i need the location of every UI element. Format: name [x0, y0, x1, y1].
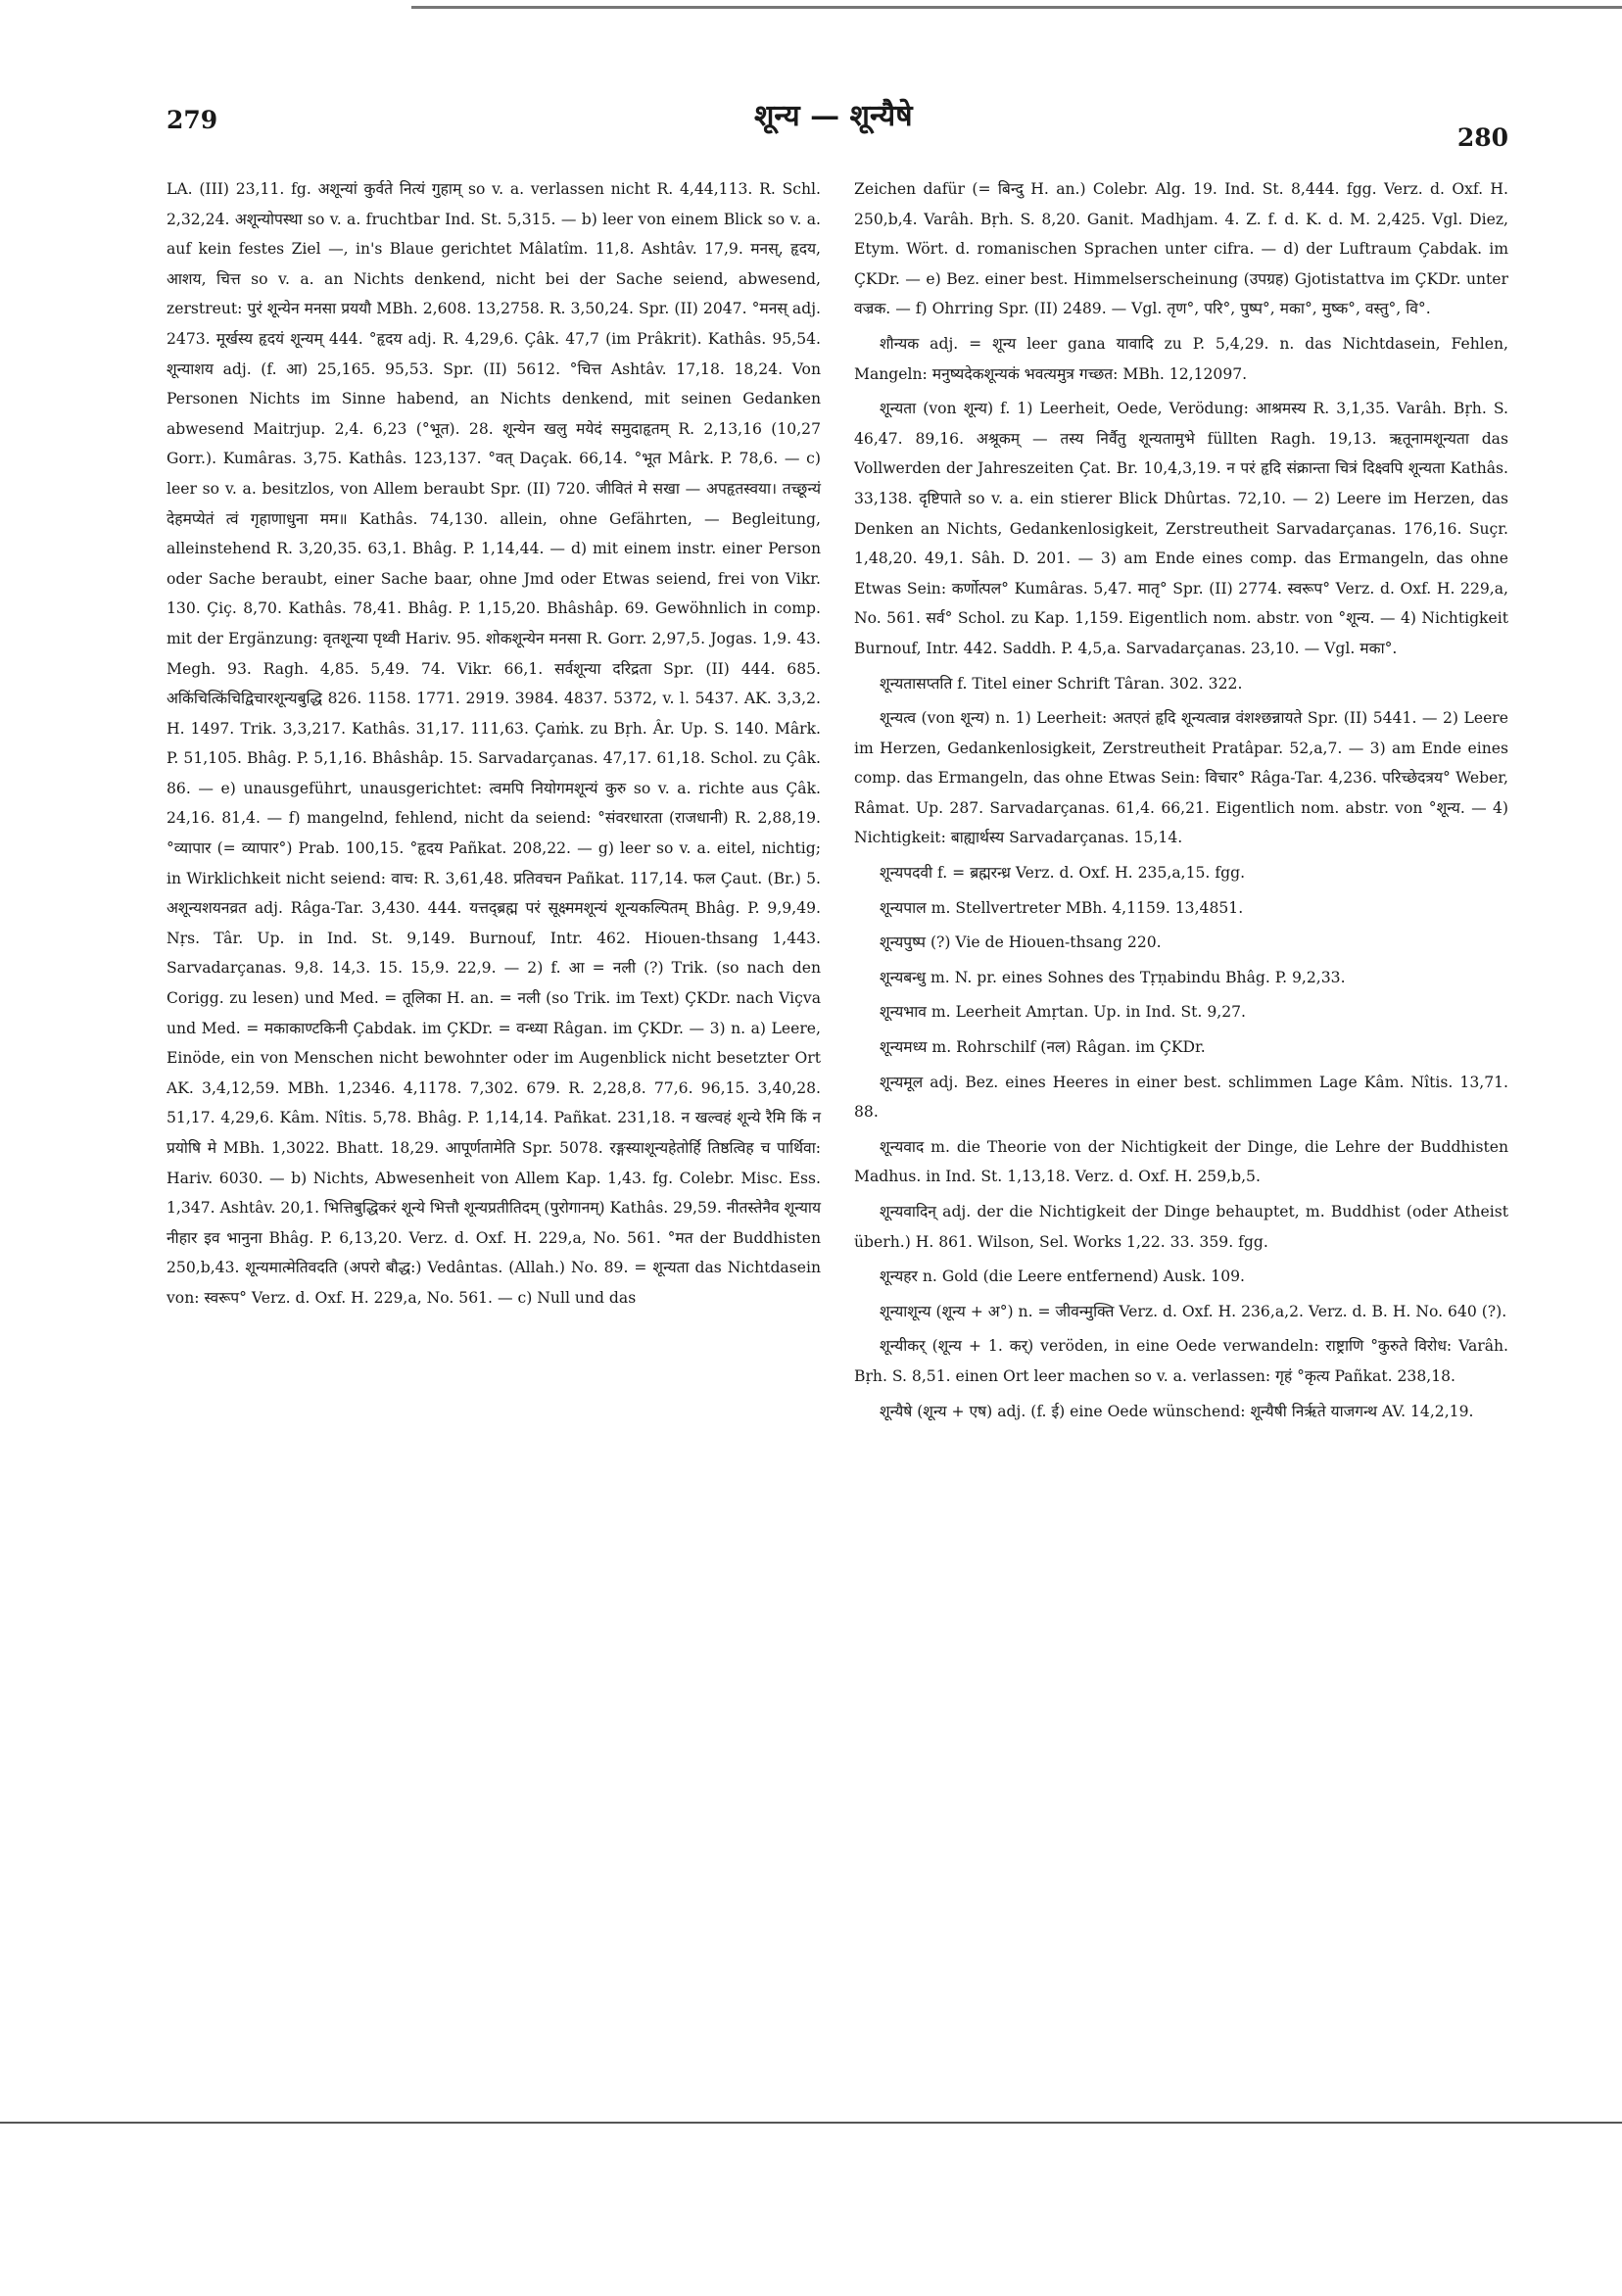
- entry-paragraph: शून्यत्व (von शून्य) n. 1) Leerheit: अतएतं हृदि शून्यत्वान्न वंशश्छन्नायते Spr. (II) 5441. — 2) Leere im Herzen, Gedankenlosigkeit, Zerstreutheit Pratâpar. 52,a,7. — 3) am Ende eines comp. das Ermangeln, das ohne Etwas Sein: विचार° Râga-Tar. 4,236. परिच्छेदत्रय° Weber, Râmat. Up. 287. Sarvadarçanas. 61,4. 66,21. Eigentlich nom. abstr. von °शून्य. — 4) Nichtigkeit: बाह्यार्थस्य Sarvadarçanas. 15,14.: [854, 709, 1508, 847]
- entry-paragraph: शौन्यक adj. = शून्य leer gana यावादि zu P. 5,4,29. n. das Nichtdasein, Fehlen, Mangeln: मनुष्यदेकशून्यकं भवत्यमुत्र गच्छत: MBh. 12,12097.: [854, 334, 1508, 383]
- entry-paragraph: शून्यपाल m. Stellvertreter MBh. 4,1159. 13,4851.: [880, 898, 1244, 917]
- page-number-left: 279: [167, 106, 218, 134]
- entry-paragraph: शून्यभाव m. Leerheit Amṛtan. Up. in Ind. St. 9,27.: [880, 1003, 1247, 1022]
- entry-paragraph: शून्यपुष्प (?) Vie de Hiouen-thsang 220.: [880, 933, 1162, 952]
- entry-paragraph: LA. (III) 23,11. fg. अशून्यां कुर्वते नित्यं गुहाम् so v. a. verlassen nicht R. 4,44,113. R. Schl. 2,32,24. अशून्योपस्था so v. a. fruchtbar Ind. St. 5,315. — b) leer von einem Blick so v. a. auf kein festes Ziel —, in's Blaue gerichtet Mâlatîm. 11,8. Ashtâv. 17,9. मनस्, हृदय, आशय, चित्त so v. a. an Nichts denkend, nicht bei der Sache seiend, abwesend, zerstreut: पुरं शून्येन मनसा प्रययौ MBh. 2,608. 13,2758. R. 3,50,24. Spr. (II) 2047. °मनस् adj. 2473. मूर्खस्य हृदयं शून्यम् 444. °हृदय adj. R. 4,29,6. Çâk. 47,7 (im Prâkrit). Kathâs. 95,54. शून्याशय adj. (f. आ) 25,165. 95,53. Spr. (II) 5612. °चित्त Ashtâv. 17,18. 18,24. Von Personen Nichts im Sinne habend, an Nichts denkend, mit seinen Gedanken abwesend Maitrjup. 2,4. 6,23 (°भूत). 28. शून्येन खलु मयेदं समुदाहृतम् R. 2,13,16 (10,27 Gorr.). Kumâras. 3,75. Kathâs. 123,137. °वत् Daçak. 66,14. °भूत Mârk. P. 78,6. — c) leer so v. a. besitzlos, von Allem beraubt Spr. (II) 720. जीवितं मे सखा — अपहृतस्वया। तच्छून्यं देहमप्येतं त्वं गृहाणाधुना मम॥ Kathâs. 74,130. allein, ohne Gefährten, — Begleitung, alleinstehend R. 3,20,35. 63,1. Bhâg. P. 1,14,44. — d) mit einem instr. einer Person oder Sache beraubt, einer Sache baar, ohne Jmd oder Etwas seiend, frei von Vikr. 130. Çiç. 8,70. Kathâs. 78,41. Bhâg. P. 1,15,20. Bhâshâp. 69. Gewöhnlich in comp. mit der Ergänzung: वृतशून्या पृथ्वी Hariv. 95. शोकशून्येन मनसा R. Gorr. 2,97,5. Jogas. 1,9. 43. Megh. 93. Ragh. 4,85. 5,49. 74. Vikr. 66,1. सर्वशून्या दरिद्रता Spr. (II) 444. 685. अकिंचित्किंचिद्विचारशून्यबुद्धि 826. 1158. 1771. 2919. 3984. 4837. 5372, v. l. 5437. AK. 3,3,2. H. 1497. Trik. 3,3,217. Kathâs. 31,17. 111,63. Çaṁk. zu Bṛh. Âr. Up. S. 140. Mârk. P. 51,105. Bhâg. P. 5,1,16. Bhâshâp. 15. Sarvadarçanas. 47,17. 61,18. Schol. zu Çâk. 86. — e) unausgeführt, unausgerichtet: त्वमपि नियोगमशून्यं कुरु so v. a. richte aus Çâk. 24,16. 81,4. — f) mangelnd, fehlend, nicht da seiend: °संवरधारता (राजधानी) R. 2,88,19. °व्यापार (= व्यापार°) Prab. 100,15. °हृदय Pañkat. 208,22. — g) leer so v. a. eitel, nichtig; in Wirklichkeit nicht seiend: वाच: R. 3,61,48. प्रतिवचन Pañkat. 117,14. फल Çaut. (Br.) 5. अशून्यशयनव्रत adj. Râga-Tar. 3,430. 444. यत्तद्ब्रह्म परं सूक्ष्ममशून्यं शून्यकल्पितम् Bhâg. P. 9,9,49. Nṛs. Târ. Up. in Ind. St. 9,149. Burnouf, Intr. 462. Hiouen-thsang 1,443. Sarvadarçanas. 9,8. 14,3. 15. 15,9. 22,9. — 2) f. आ = नली (?) Trik. (so nach den Corigg. zu lesen) und Med. = तूलिका H. an. = नली (so Trik. im Text) ÇKDr. nach Viçva und Med. = मकाकाण्टकिनी Çabdak. im ÇKDr. = वन्ध्या Râgan. im ÇKDr. — 3) n. a) Leere, Einöde, ein von Menschen nicht bewohnter oder im Augenblick nicht besetzter Ort AK. 3,4,12,59. MBh. 1,2346. 4,1178. 7,302. 679. R. 2,28,8. 77,6. 96,15. 3,40,28. 51,17. 4,29,6. Kâm. Nîtis. 5,78. Bhâg. P. 1,14,14. Pañkat. 231,18. न खल्वहं शून्ये रैमि किं न प्रयोषि मे MBh. 1,3022. Bhatt. 18,29. आपूर्णतामेति Spr. 5078. रङ्गस्याशून्यहेतोर्हि तिष्ठत्विह च पार्थिवा: Hariv. 6030. — b) Nichts, Abwesenheit von Allem Kap. 1,43. fg. Colebr. Misc. Ess. 1,347. Ashtâv. 20,1. भित्तिबुद्धिकरं शून्ये भित्तौ शून्यप्रतीतिदम् (पुरोगानम्) Kathâs. 29,59. नीतस्तेनैव शून्याय नीहार इव भानुना Bhâg. P. 6,13,20. Verz. d. Oxf. H. 229,a, No. 561. °मत der Buddhisten 250,b,43. शून्यमात्मेतिवदति (अपरो बौद्ध:) Vedântas. (Allah.) No. 89. = शून्यता das Nichtdasein von: स्वरूप° Verz. d. Oxf. H. 229,a, No. 561. — c) Null und das: [167, 180, 821, 1307]
- right-column: [854, 174, 1508, 1426]
- entry-paragraph: शून्यवाद m. die Theorie von der Nichtigkeit der Dinge, die Lehre der Buddhisten Madhus. in Ind. St. 1,13,18. Verz. d. Oxf. H. 259,b,5.: [854, 1137, 1508, 1186]
- page-number-right: 280: [1456, 123, 1508, 152]
- top-edge-line: [411, 6, 1622, 9]
- entry-paragraph: शून्यपदवी f. = ब्रह्मरन्ध्र Verz. d. Oxf. H. 235,a,15. fgg.: [880, 864, 1246, 883]
- bottom-rule: [0, 2122, 1622, 2124]
- entry-paragraph: शून्यता (von शून्य) f. 1) Leerheit, Oede, Verödung: आश्रमस्य R. 3,1,35. Varâh. Bṛh. S. 46,47. 89,16. अश्रूकम् — तस्य निर्वैतु शून्यतामुभे füllten Ragh. 19,13. ऋतूनामशून्यता das Vollwerden der Jahreszeiten Çat. Br. 10,4,3,19. न परं हृदि संक्रान्ता चित्रं दिक्ष्वपि शून्यता Kathâs. 33,138. दृष्टिपाते so v. a. ein stierer Blick Dhûrtas. 72,10. — 2) Leere im Herzen, das Denken an Nichts, Gedankenlosigkeit, Zerstreutheit Sarvadarçanas. 176,16. Suçr. 1,48,20. 49,1. Sâh. D. 201. — 3) am Ende eines comp. das Ermangeln, das ohne Etwas Sein: कर्णोत्पल° Kumâras. 5,47. मातृ° Spr. (II) 2774. स्वरूप° Verz. d. Oxf. H. 229,a, No. 561. सर्व° Schol. zu Kap. 1,159. Eigentlich nom. abstr. von °शून्य. — 4) Nichtigkeit Burnouf, Intr. 442. Saddh. P. 4,5,a. Sarvadarçanas. 23,10. — Vgl. मका°.: [854, 400, 1508, 657]
- entry-paragraph: शून्यवादिन् adj. der die Nichtigkeit der Dinge behauptet, m. Buddhist (oder Atheist überh.) H. 861. Wilson, Sel. Works 1,22. 33. 359. fgg.: [854, 1203, 1508, 1251]
- entry-paragraph: शून्यीकर् (शून्य + 1. कर्) veröden, in eine Oede verwandeln: राष्ट्राणि °कुरुते विरोध: Varâh. Bṛh. S. 8,51. einen Ort leer machen so v. a. verlassen: गृहं °कृत्य Pañkat. 238,18.: [854, 1337, 1508, 1385]
- entry-paragraph: शून्यबन्धु m. N. pr. eines Sohnes des Tṛṇabindu Bhâg. P. 9,2,33.: [880, 968, 1346, 986]
- entry-paragraph: Zeichen dafür (= बिन्दु H. an.) Colebr. Alg. 19. Ind. St. 8,444. fgg. Verz. d. Oxf. H. 250,b,4. Varâh. Bṛh. S. 8,20. Ganit. Madhjam. 4. Z. f. d. K. d. M. 2,425. Vgl. Diez, Etym. Wört. d. romanischen Sprachen unter cifra. — d) der Luftraum Çabdak. im ÇKDr. — e) Bez. einer best. Himmelserscheinung (उपग्रह) Gjotistattva im ÇKDr. unter वज्रक. — f) Ohrring Spr. (II) 2489. — Vgl. तृण°, परि°, पुष्प°, मका°, मुष्क°, वस्तु°, वि°.: [854, 180, 1508, 318]
- entry-paragraph: शून्याशून्य (शून्य + अ°) n. = जीवन्मुक्ति Verz. d. Oxf. H. 236,a,2. Verz. d. B. H. No. 640 (?).: [880, 1302, 1507, 1320]
- entry-paragraph: शून्यमध्य m. Rohrschilf (नल) Râgan. im ÇKDr.: [880, 1038, 1206, 1057]
- headword-range: शून्य — शून्यैषे: [754, 99, 913, 133]
- page-header: [167, 94, 1508, 153]
- left-column: [167, 174, 821, 1314]
- entry-paragraph: शून्यमूल adj. Bez. eines Heeres in einer best. schlimmen Lage Kâm. Nîtis. 13,71. 88.: [854, 1073, 1508, 1122]
- entry-paragraph: शून्यतासप्तति f. Titel einer Schrift Târan. 302. 322.: [880, 674, 1243, 693]
- entry-paragraph: शून्यहर n. Gold (die Leere entfernend) Ausk. 109.: [880, 1268, 1245, 1286]
- entry-paragraph: शून्यैषे (शून्य + एष) adj. (f. ई) eine Oede wünschend: शून्यैषी निर्ऋते याजगन्थ AV. 14,2,19.: [880, 1402, 1474, 1420]
